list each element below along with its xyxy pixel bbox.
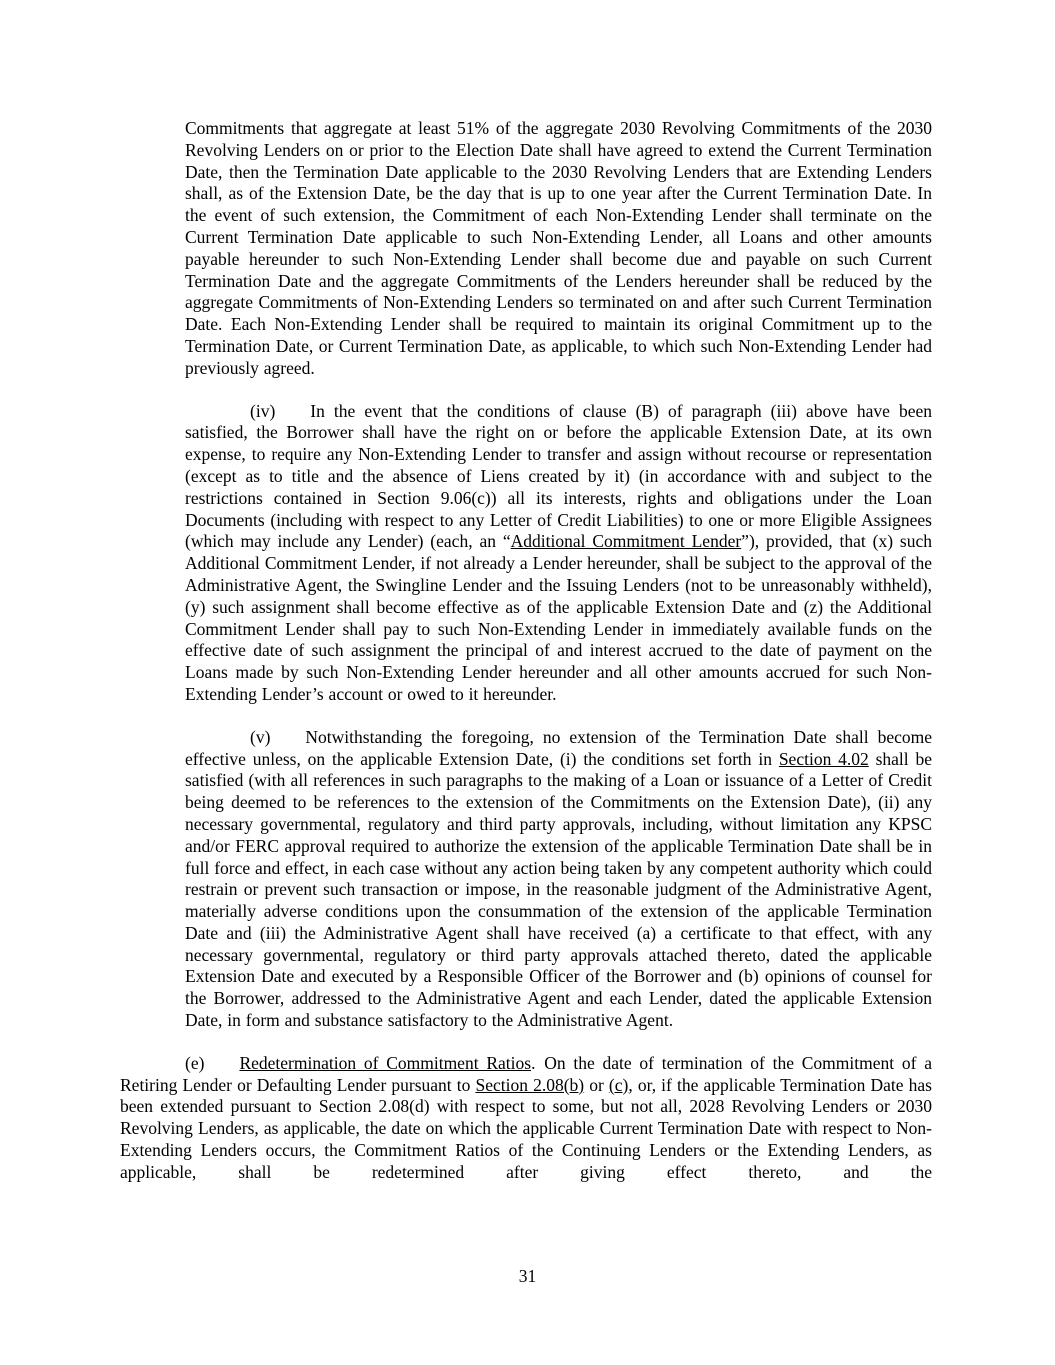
text-run: Commitments that aggregate at least 51% of the aggregate 2030 Revolving Commitments of the 2030 Revolving Lenders on or prior to the Election Date shall have agreed to extend the Current Termination Date, then the Termination Date applicable to the 2030 Revolving Lenders that are Extending Lenders shall, as of the Extension Date, be the day that is up to one year after the Current Termination Date. In the event of such extension, the Commitment of each Non-Extending Lender shall terminate on the Current Termination Date applicable to such Non-Extending Lender, all Loans and other amounts payable hereunder to such Non-Extending Lender shall become due and payable on such Current Termination Date and the aggregate Commitments of the Lenders hereunder shall be reduced by the aggregate Commitments of Non-Extending Lenders so terminated on and after such Current Termination Date. Each Non-Extending Lender shall be required to maintain its original Commitment up to the Termination Date, or Current Termination Date, as applicable, to which such Non-Extending Lender had previously agreed. [185,118,932,378]
text-run: (v) Notwithstanding the foregoing, no extension of the Termination Date shall become effective unless, on the applicable Extension Date, (i) the conditions set forth in [185,726,932,769]
text-run: . On the date of termination of the Commitment of a Retiring Lender or Defaulting Lender pursuant to [120,1052,932,1095]
underlined-text: Additional Commitment Lender [510,531,742,552]
text-run: ”), provided, that (x) such Additional Commitment Lender, if not already a Lender hereunder, shall be subject to the approval of the Administrative Agent, the Swingline Lender and the Issuing Lenders (not to be unreasonably withheld), (y) such assignment shall become effective as of the applicable Extension Date and (z) the Additional Commitment Lender shall pay to such Non-Extending Lender in immediately available funds on the effective date of such assignment the principal of and interest accrued to the date of payment on the Loans made by such Non-Extending Lender hereunder and all other amounts accrued for such Non-Extending Lender’s account or owed to it hereunder. [185,531,932,704]
text-run: (e) [185,1052,240,1073]
text-run: (iv) In the event that the conditions of clause (B) of paragraph (iii) above have been satisfied, the Borrower shall have the right on or before the applicable Extension Date, at its own expense, to require any Non-Extending Lender to transfer and assign without recourse or representation (except as to title and the absence of Liens created by it) (in accordance with and subject to the restrictions contained in Section 9.06(c)) all its interests, rights and obligations under the Loan Documents (including with respect to any Letter of Credit Liabilities) to one or more Eligible Assignees (which may include any Lender) (each, an “ [185,400,932,552]
text-run: shall be satisfied (with all references in such paragraphs to the making of a Loan or issuance of a Letter of Credit being deemed to be references to the extension of the Commitments on the Extension Date), (ii) any necessary governmental, regulatory and third party approvals, including, without limitation any KPSC and/or FERC approval required to authorize the extension of the applicable Termination Date shall be in full force and effect, in each case without any action being taken by any competent authority which could restrain or prevent such transaction or impose, in the reasonable judgment of the Administrative Agent, materially adverse conditions upon the consummation of the extension of the applicable Termination Date and (iii) the Administrative Agent shall have received (a) a certificate to that effect, with any necessary governmental, regulatory or third party approvals attached thereto, dated the applicable Extension Date and executed by a Responsible Officer of the Borrower and (b) opinions of counsel for the Borrower, addressed to the Administrative Agent and each Lender, dated the applicable Extension Date, in form and substance satisfactory to the Administrative Agent. [185,748,933,1031]
page-number: 31 [518,1266,537,1286]
paragraph-iv [185,401,932,706]
page-body [120,118,932,1205]
underlined-text: Redetermination of Commitment Ratios [239,1052,532,1073]
paragraph-v [185,727,932,1032]
text-run: , or, if the applicable Termination Date has been extended pursuant to Section 2.08(d) with respect to some, but not all, 2028 Revolving Lenders or 2030 Revolving Lenders, as applicable, the date on which the applicable Current Termination Date with respect to Non-Extending Lenders occurs, the Commitment Ratios of the Continuing Lenders or the Extending Lenders, as applicable, shall be redetermined after giving effect thereto, and the [120,1074,932,1182]
underlined-text: Section 2.08(b) [475,1074,585,1095]
paragraph-e [120,1053,932,1184]
underlined-text: (c) [608,1074,629,1095]
paragraph-iii-continuation [185,118,932,380]
text-run: or [584,1074,609,1095]
underlined-text: Section 4.02 [778,748,869,769]
